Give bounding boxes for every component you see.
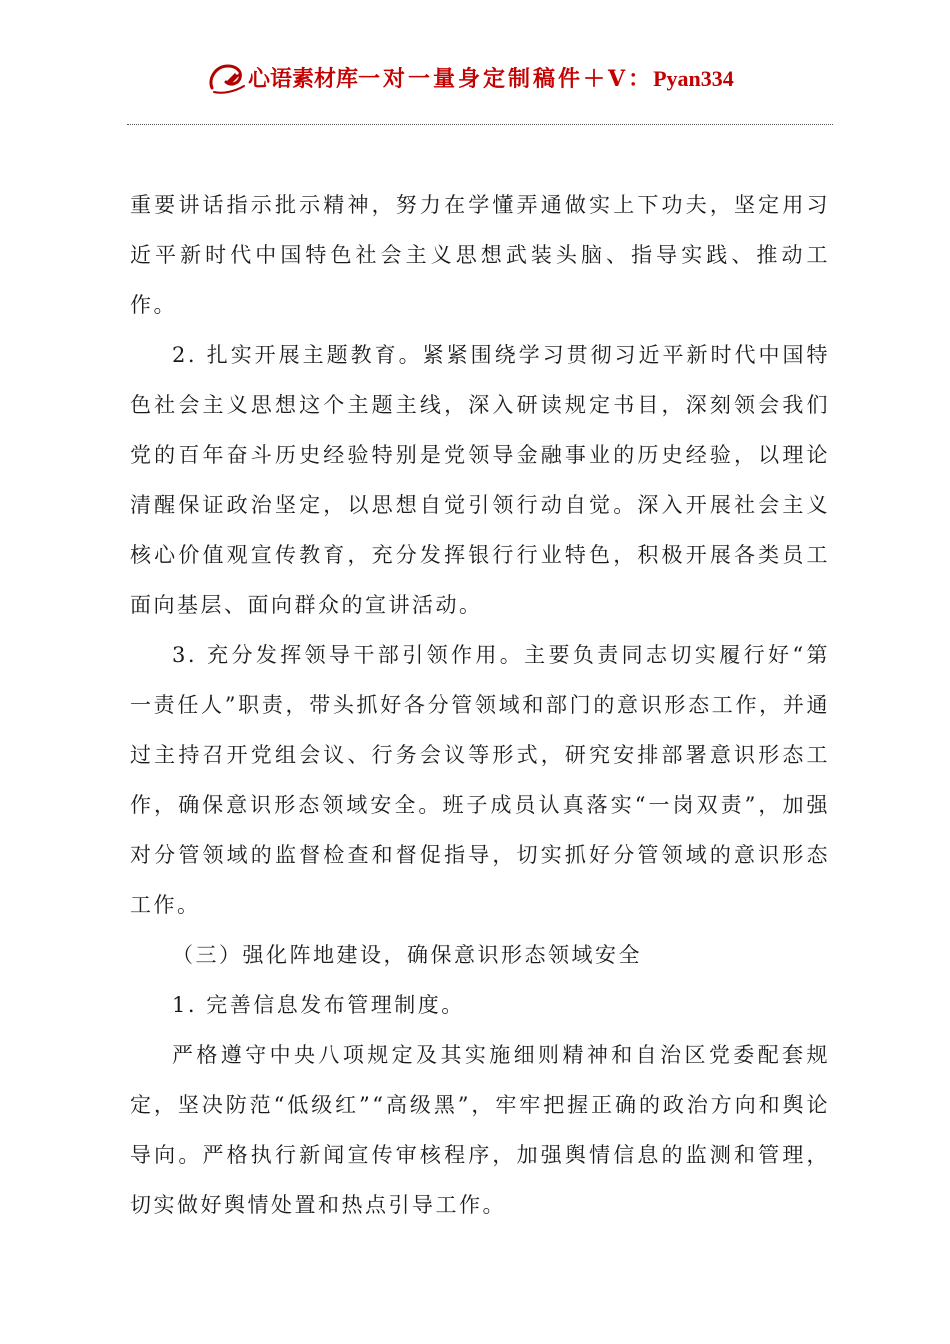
paragraph: 重要讲话指示批示精神，努力在学懂弄通做实上下功夫，坚定用习近平新时代中国特色社会主义思想武装头脑、指导实践、推动工作。	[130, 193, 830, 317]
pen-nib-swirl-logo-icon	[206, 58, 250, 98]
header-tagline: 一对一量身定制稿件＋V：	[358, 66, 654, 92]
header-title	[248, 62, 734, 93]
contact-id: Pyan334	[653, 66, 734, 91]
subsection-heading: 1. 完善信息发布管理制度。	[172, 993, 465, 1017]
paragraph: 严格遵守中央八项规定及其实施细则精神和自治区党委配套规定，坚决防范“低级红”“高级黑”，牢牢把握正确的政治方向和舆论导向。严格执行新闻宣传审核程序，加强舆情信息的监测和管理，切实做好舆情处置和热点引导工作。	[130, 1043, 830, 1217]
paragraph: 2. 扎实开展主题教育。紧紧围绕学习贯彻习近平新时代中国特色社会主义思想这个主题主线，深入研读规定书目，深刻领会我们党的百年奋斗历史经验特别是党领导金融事业的历史经验，以理论清醒保证政治坚定，以思想自觉引领行动自觉。深入开展社会主义核心价值观宣传教育，充分发挥银行行业特色，积极开展各类员工面向基层、面向群众的宣讲活动。	[130, 343, 830, 617]
header-divider	[127, 124, 833, 125]
brand-name: 心语素材库	[248, 66, 359, 92]
section-heading: （三）强化阵地建设，确保意识形态领域安全	[172, 943, 642, 967]
page-header	[0, 52, 950, 108]
document-body	[130, 180, 830, 1230]
paragraph: 3. 充分发挥领导干部引领作用。主要负责同志切实履行好“第一责任人”职责，带头抓好各分管领域和部门的意识形态工作，并通过主持召开党组会议、行务会议等形式，研究安排部署意识形态工作，确保意识形态领域安全。班子成员认真落实“一岗双责”，加强对分管领域的监督检查和督促指导，切实抓好分管领域的意识形态工作。	[130, 643, 830, 917]
